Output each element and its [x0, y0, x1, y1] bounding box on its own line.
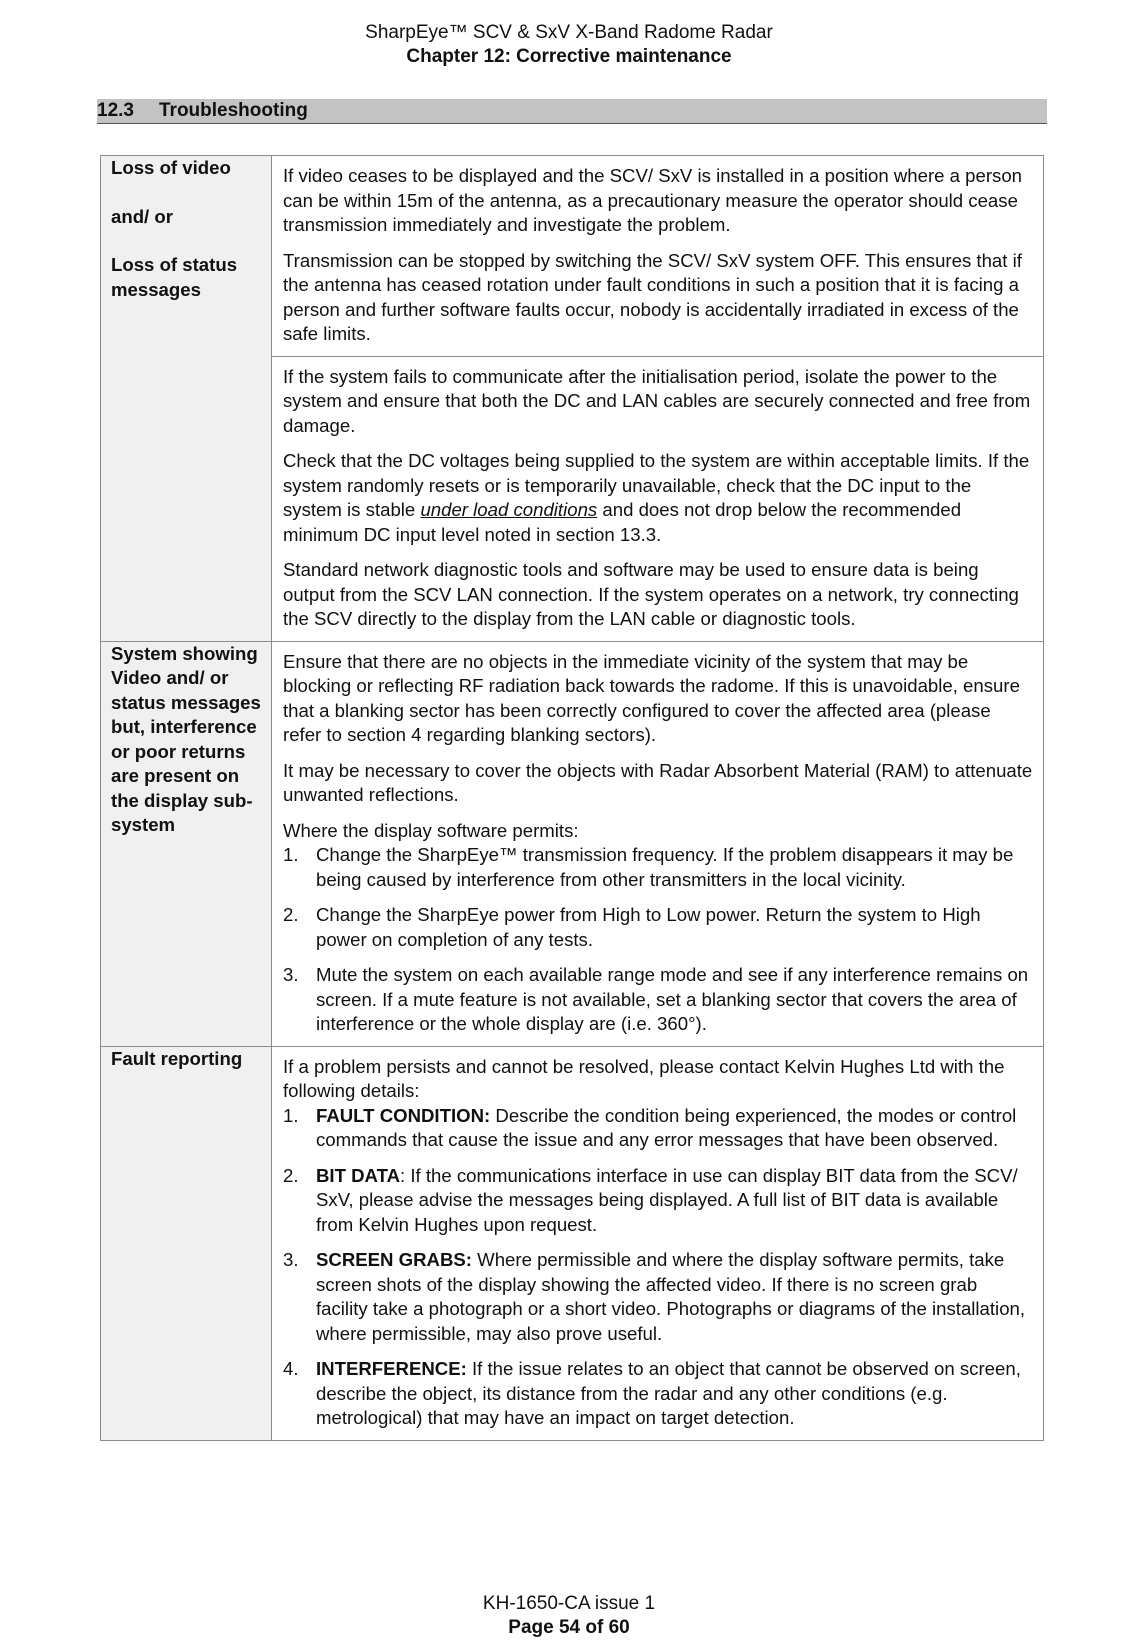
page-number: Page 54 of 60 — [508, 1617, 630, 1638]
label-line: Loss of status messages — [111, 254, 238, 300]
paragraph: Where the display software permits: — [283, 819, 579, 841]
list-text — [316, 1248, 1033, 1346]
document-id: KH-1650-CA issue 1 — [482, 1593, 656, 1614]
list-number: 1. — [283, 844, 299, 865]
table-cell — [272, 1046, 1044, 1440]
section-heading — [97, 99, 1047, 124]
row-label-loss-of-video — [101, 156, 272, 642]
list-number: 4. — [283, 1358, 299, 1379]
table-row — [101, 156, 1044, 357]
list-text: Change the SharpEye power from High to Low power. Return the system to High power on completion of any tests. — [316, 904, 981, 950]
item-heading: BIT DATA — [316, 1164, 400, 1186]
paragraph — [283, 449, 1033, 547]
list-text: Mute the system on each available range mode and see if any interference remains on screen. If a mute feature is not available, set a blanking sector that covers the area of interference or the whole display are (i.e. 360°). — [316, 964, 1029, 1034]
item-heading: SCREEN GRABS: — [316, 1249, 472, 1270]
item-heading: INTERFERENCE: — [316, 1358, 467, 1379]
document-title: SharpEye™ SCV & SxV X-Band Radome Radar — [365, 22, 773, 43]
list-item — [283, 843, 1033, 892]
item-heading: FAULT CONDITION: — [316, 1104, 491, 1126]
label-line: and/ or — [111, 205, 173, 227]
text-span: Check that the DC voltages being supplied to the system are within acceptable limits. If the system randomly resets or is temporarily unavailable, check that the DC input to the system is stable — [283, 450, 1030, 520]
table-cell — [272, 156, 1044, 357]
list-item — [283, 963, 1033, 1037]
list-text — [316, 1104, 1033, 1153]
list-item — [283, 1104, 1033, 1153]
row-label-interference: System showing Video and/ or status messages but, interference or poor returns are present on the display sub-system — [101, 641, 272, 1046]
troubleshooting-table — [100, 155, 1044, 1441]
page-footer — [0, 1592, 1138, 1640]
paragraph: If a problem persists and cannot be resolved, please contact Kelvin Hughes Ltd with the following details: — [283, 1055, 1005, 1101]
table-cell — [272, 641, 1044, 1046]
section-title: Troubleshooting — [159, 100, 308, 121]
item-body: : If the communications interface in use can display BIT data from the SCV/ SxV, please advise the messages being displayed. A full list of BIT data is available from Kelvin Hughes upon request. — [316, 1164, 1018, 1235]
row-label-fault-reporting: Fault reporting — [101, 1046, 272, 1440]
numbered-list — [283, 1104, 1033, 1431]
list-text: Change the SharpEye™ transmission frequency. If the problem disappears it may be being caused by interference from other transmitters in the local vicinity. — [316, 844, 1014, 890]
list-item — [283, 1248, 1033, 1346]
list-item — [283, 1357, 1033, 1431]
paragraph: It may be necessary to cover the objects with Radar Absorbent Material (RAM) to attenuate unwanted reflections. — [283, 759, 1033, 805]
list-number: 3. — [283, 964, 299, 985]
page-header — [0, 21, 1138, 69]
paragraph: If video ceases to be displayed and the SCV/ SxV is installed in a position where a person can be within 15m of the antenna, as a precautionary measure the operator should cease transmission immediately and investigate the problem. — [283, 165, 1023, 235]
text-span: and does not drop below the recommended minimum DC input level noted in section 13.3. — [283, 499, 962, 545]
item-body: If the issue relates to an object that cannot be observed on screen, describe the object, its distance from the radar and any other conditions (e.g. metrological) that may have an impact on target detection. — [316, 1358, 1021, 1428]
item-body: Where permissible and where the display software permits, take screen shots of the display showing the affected video. If there is no screen grab facility take a photograph or a short video. Photographs or diagrams of the installation, where permissible, may also prove useful. — [316, 1249, 1026, 1344]
table-row — [101, 1046, 1044, 1440]
paragraph: If the system fails to communicate after the initialisation period, isolate the power to the system and ensure that both the DC and LAN cables are securely connected and free from damage. — [283, 365, 1031, 436]
list-item — [283, 1164, 1033, 1238]
list-text — [316, 1357, 1033, 1431]
list-number: 3. — [283, 1249, 299, 1270]
list-number: 2. — [283, 904, 299, 925]
paragraph: Ensure that there are no objects in the immediate vicinity of the system that may be blocking or reflecting RF radiation back towards the radome. If this is unavoidable, ensure that a blanking sector has been correctly configured to cover the affected area (please refer to section 4 regarding blanking sectors). — [283, 650, 1020, 745]
table-cell — [272, 356, 1044, 641]
chapter-title: Chapter 12: Corrective maintenance — [406, 46, 732, 67]
paragraph: Transmission can be stopped by switching the SCV/ SxV system OFF. This ensures that if the antenna has ceased rotation under fault conditions in such a position that it is facing a person and further software faults occur, nobody is accidentally irradiated in excess of the safe limits. — [283, 249, 1022, 344]
emphasis-under-load: under load conditions — [420, 499, 598, 520]
numbered-list — [283, 843, 1033, 1037]
section-number: 12.3 — [97, 100, 134, 121]
list-number: 1. — [283, 1104, 299, 1126]
paragraph: Standard network diagnostic tools and software may be used to ensure data is being output from the SCV LAN connection. If the system operates on a network, try connecting the SCV directly to the display from the LAN cable or diagnostic tools. — [283, 559, 1019, 629]
item-body: Describe the condition being experienced, the modes or control commands that cause the issue and any error messages that have been observed. — [316, 1104, 1017, 1150]
label-line: Loss of video — [111, 157, 231, 178]
list-number: 2. — [283, 1164, 299, 1186]
table-row — [101, 641, 1044, 1046]
list-item — [283, 903, 1033, 952]
list-text — [316, 1164, 1033, 1238]
